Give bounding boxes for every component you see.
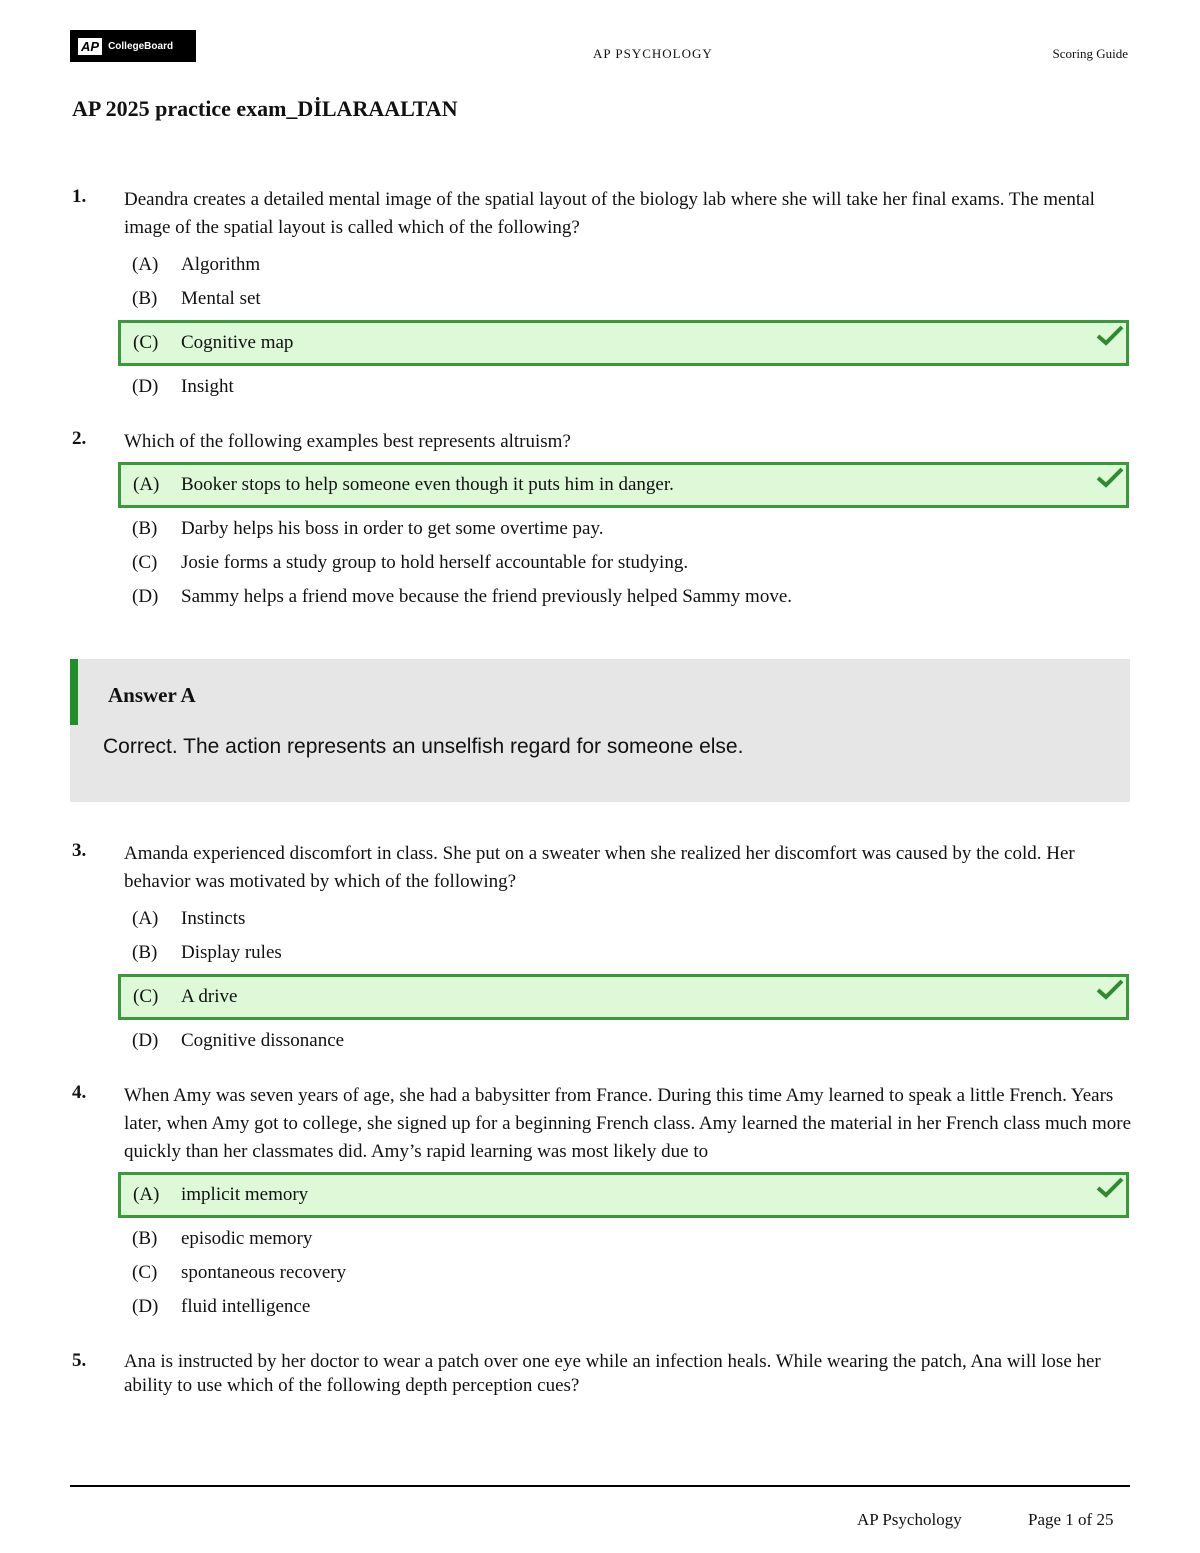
option-text: Cognitive map xyxy=(181,332,294,353)
logo-brand-text: CollegeBoard xyxy=(108,40,174,52)
option-text: Insight xyxy=(181,376,234,397)
logo-ap-mark: AP xyxy=(78,38,102,55)
option-letter: (B) xyxy=(132,942,158,963)
question-number: 4. xyxy=(72,1082,87,1103)
option-text: fluid intelligence xyxy=(181,1296,311,1317)
question-number: 3. xyxy=(72,840,87,861)
question-stem: Ana is instructed by her doctor to wear a patch over one eye while an infection heals. While wearing the patch, Ana will lose her ability to use which of the following depth perception cues? xyxy=(124,1351,1101,1396)
option-c-correct[interactable] xyxy=(118,974,1129,1020)
page-header xyxy=(70,30,1130,64)
option-letter: (D) xyxy=(132,1296,159,1317)
answer-title: Answer A xyxy=(108,683,196,707)
ap-collegeboard-logo xyxy=(70,30,196,62)
option-text: Cognitive dissonance xyxy=(181,1030,345,1051)
option-b[interactable] xyxy=(70,282,1132,316)
option-letter: (A) xyxy=(133,474,160,495)
question-number: 1. xyxy=(72,186,87,207)
option-letter: (D) xyxy=(132,376,159,397)
question-stem: When Amy was seven years of age, she had a babysitter from France. During this time Amy learned to speak a little French. Years later, when Amy got to college, she signed up for a beginning French class. Amy learned the material in her French class much more quickly than her classmates did. Amy’s rapid learning was most likely due to xyxy=(124,1085,1132,1162)
answer-text: Correct. The action represents an unselfish regard for someone else. xyxy=(103,735,744,758)
option-a[interactable] xyxy=(70,248,1132,282)
question-2 xyxy=(70,428,1132,614)
option-b[interactable] xyxy=(70,512,1132,546)
option-letter: (B) xyxy=(132,288,158,309)
option-c[interactable] xyxy=(70,1256,1132,1290)
option-list xyxy=(70,462,1132,614)
option-letter: (A) xyxy=(133,1184,160,1205)
question-stem: Which of the following examples best represents altruism? xyxy=(124,431,571,452)
footer-divider xyxy=(70,1485,1130,1487)
page-number: Page 1 of 25 xyxy=(1028,1510,1114,1529)
option-letter: (C) xyxy=(132,552,158,573)
option-c-correct[interactable] xyxy=(118,320,1129,366)
answer-explanation-box xyxy=(70,659,1130,802)
question-stem: Amanda experienced discomfort in class. She put on a sweater when she realized her discomfort was caused by the cold. Her behavior was motivated by which of the following? xyxy=(124,843,1075,892)
option-letter: (A) xyxy=(132,254,159,275)
question-4 xyxy=(70,1082,1132,1324)
option-letter: (C) xyxy=(133,332,159,353)
option-letter: (D) xyxy=(132,1030,159,1051)
option-c[interactable] xyxy=(70,546,1132,580)
checkmark-icon xyxy=(1096,467,1124,489)
header-scoring-guide: Scoring Guide xyxy=(1052,46,1128,61)
option-letter: (C) xyxy=(133,986,159,1007)
checkmark-icon xyxy=(1096,1177,1124,1199)
option-text: Mental set xyxy=(181,288,261,309)
option-d[interactable] xyxy=(70,1290,1132,1324)
option-d[interactable] xyxy=(70,370,1132,404)
option-text: Booker stops to help someone even though it puts him in danger. xyxy=(181,474,674,495)
option-list xyxy=(70,1172,1132,1324)
option-text: Instincts xyxy=(181,908,246,929)
footer-course: AP Psychology xyxy=(857,1510,962,1529)
checkmark-icon xyxy=(1096,979,1124,1001)
question-1 xyxy=(70,186,1132,404)
option-a-correct[interactable] xyxy=(118,1172,1129,1218)
option-a-correct[interactable] xyxy=(118,462,1129,508)
option-letter: (B) xyxy=(132,518,158,539)
question-number: 2. xyxy=(72,428,87,449)
question-3 xyxy=(70,840,1132,1058)
option-list xyxy=(70,248,1132,404)
option-letter: (D) xyxy=(132,586,159,607)
option-d[interactable] xyxy=(70,580,1132,614)
option-list xyxy=(70,902,1132,1058)
option-text: Sammy helps a friend move because the friend previously helped Sammy move. xyxy=(181,586,793,607)
option-d[interactable] xyxy=(70,1024,1132,1058)
document-title: AP 2025 practice exam_DİLARAALTAN xyxy=(72,96,458,121)
option-b[interactable] xyxy=(70,1222,1132,1256)
option-text: Josie forms a study group to hold herself accountable for studying. xyxy=(181,552,689,573)
option-a[interactable] xyxy=(70,902,1132,936)
option-b[interactable] xyxy=(70,936,1132,970)
question-5 xyxy=(70,1350,1132,1398)
option-text: A drive xyxy=(181,986,238,1007)
option-letter: (A) xyxy=(132,908,159,929)
option-text: Darby helps his boss in order to get some overtime pay. xyxy=(181,518,604,539)
checkmark-icon xyxy=(1096,325,1124,347)
option-letter: (B) xyxy=(132,1228,158,1249)
question-stem: Deandra creates a detailed mental image of the spatial layout of the biology lab where she will take her final exams. The mental image of the spatial layout is called which of the following? xyxy=(124,189,1095,238)
option-letter: (C) xyxy=(132,1262,158,1283)
option-text: spontaneous recovery xyxy=(181,1262,347,1283)
option-text: episodic memory xyxy=(181,1228,313,1249)
option-text: Algorithm xyxy=(181,254,261,275)
question-number: 5. xyxy=(72,1350,87,1371)
option-text: implicit memory xyxy=(181,1184,309,1205)
option-text: Display rules xyxy=(181,942,282,963)
answer-accent-bar xyxy=(70,659,78,725)
header-course: AP PSYCHOLOGY xyxy=(593,46,713,61)
